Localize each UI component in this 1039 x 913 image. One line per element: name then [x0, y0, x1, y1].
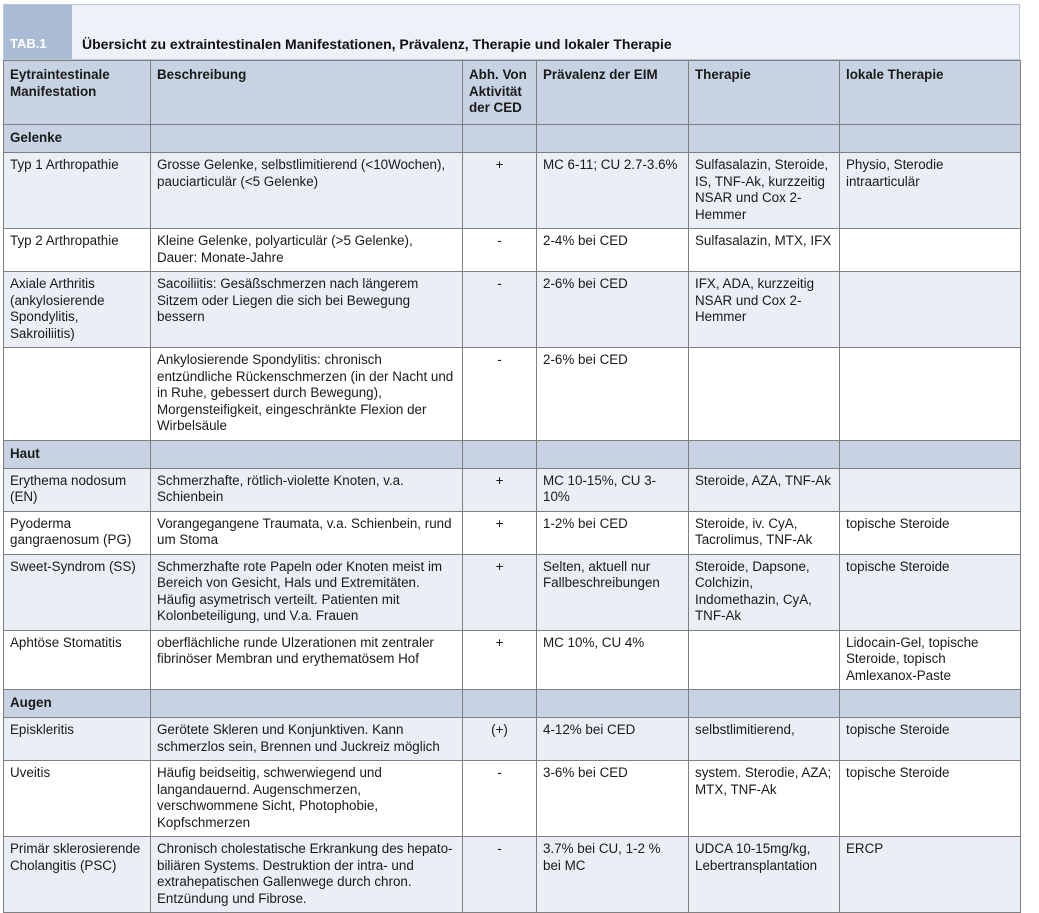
- table-cell: [689, 630, 840, 690]
- table-cell: Steroide, iv. CyA, Tacrolimus, TNF-Ak: [689, 511, 840, 554]
- table-cell: Sweet-Syndrom (SS): [4, 554, 151, 630]
- table-cell: ERCP: [840, 837, 1021, 913]
- table-row: [4, 837, 1021, 913]
- table-cell: selbstlimitierend,: [689, 718, 840, 761]
- section-empty-cell: [840, 690, 1021, 718]
- table-cell: Erythema nodosum (EN): [4, 468, 151, 511]
- table-cell: 4-12% bei CED: [537, 718, 689, 761]
- table-cell: Pyoderma gangraenosum (PG): [4, 511, 151, 554]
- table-cell: Aphtöse Stomatitis: [4, 630, 151, 690]
- table-row: [4, 630, 1021, 690]
- table-row: [4, 272, 1021, 348]
- section-empty-cell: [151, 690, 463, 718]
- section-empty-cell: [840, 125, 1021, 153]
- table-row: [4, 718, 1021, 761]
- table-cell: Episkleritis: [4, 718, 151, 761]
- header-cell: Therapie: [689, 61, 840, 125]
- table-cell: Ankylosierende Spondylitis: chronisch entzündliche Rückenschmerzen (in der Nacht und in Ruhe, gebessert durch Bewegung), Morgensteifigkeit, eingeschränkte Flexion der Wirbelsäule: [151, 348, 463, 441]
- table-cell: +: [463, 468, 537, 511]
- table-cell: 2-6% bei CED: [537, 272, 689, 348]
- header-cell: lokale Therapie: [840, 61, 1021, 125]
- table-container: [3, 4, 1020, 913]
- table-cell: topische Steroide: [840, 554, 1021, 630]
- table-cell: Typ 2 Arthropathie: [4, 229, 151, 272]
- table-cell: [840, 229, 1021, 272]
- table-cell: Häufig beidseitig, schwerwiegend und langandauernd. Augenschmerzen, verschwommene Sicht, Photophobie, Kopfschmerzen: [151, 761, 463, 837]
- tab-label: TAB.1: [4, 5, 72, 59]
- table-cell: MC 10%, CU 4%: [537, 630, 689, 690]
- section-empty-cell: [689, 690, 840, 718]
- eim-table: [3, 60, 1021, 913]
- table-row: [4, 348, 1021, 441]
- table-row: [4, 554, 1021, 630]
- table-cell: system. Sterodie, AZA; MTX, TNF-Ak: [689, 761, 840, 837]
- table-cell: topische Steroide: [840, 718, 1021, 761]
- table-row: [4, 229, 1021, 272]
- table-cell: 2-6% bei CED: [537, 348, 689, 441]
- header-cell: Eytraintestinale Manifestation: [4, 61, 151, 125]
- section-label: Augen: [4, 690, 151, 718]
- table-cell: [840, 348, 1021, 441]
- table-cell: Primär sklerosierende Cholangitis (PSC): [4, 837, 151, 913]
- table-cell: MC 6-11; CU 2.7-3.6%: [537, 153, 689, 229]
- table-cell: 3.7% bei CU, 1-2 % bei MC: [537, 837, 689, 913]
- section-empty-cell: [463, 440, 537, 468]
- header-cell: Beschreibung: [151, 61, 463, 125]
- table-cell: topische Steroide: [840, 511, 1021, 554]
- table-cell: (+): [463, 718, 537, 761]
- table-cell: Axiale Arthritis (ankylosierende Spondylitis, Sakroiliitis): [4, 272, 151, 348]
- table-cell: 2-4% bei CED: [537, 229, 689, 272]
- table-cell: -: [463, 272, 537, 348]
- table-cell: Steroide, AZA, TNF-Ak: [689, 468, 840, 511]
- section-empty-cell: [537, 125, 689, 153]
- section-empty-cell: [689, 440, 840, 468]
- section-empty-cell: [463, 690, 537, 718]
- table-cell: topische Steroide: [840, 761, 1021, 837]
- table-cell: Kleine Gelenke, polyarticulär (>5 Gelenke), Dauer: Monate-Jahre: [151, 229, 463, 272]
- table-cell: MC 10-15%, CU 3-10%: [537, 468, 689, 511]
- table-body: [4, 125, 1021, 913]
- section-row: [4, 125, 1021, 153]
- table-cell: IFX, ADA, kurzzeitig NSAR und Cox 2-Hemmer: [689, 272, 840, 348]
- table-cell: +: [463, 554, 537, 630]
- header-row: [4, 61, 1021, 125]
- section-label: Haut: [4, 440, 151, 468]
- table-cell: Gerötete Skleren und Konjunktiven. Kann schmerzlos sein, Brennen und Juckreiz möglich: [151, 718, 463, 761]
- table-cell: UDCA 10-15mg/kg, Lebertransplantation: [689, 837, 840, 913]
- table-cell: Schmerzhafte rote Papeln oder Knoten meist im Bereich von Gesicht, Hals und Extremitäten. Häufig asymetrisch verteilt. Patienten mit Kolonbeteiligung, und V.a. Frauen: [151, 554, 463, 630]
- table-cell: [840, 272, 1021, 348]
- section-empty-cell: [537, 690, 689, 718]
- table-cell: Lidocain-Gel, topische Steroide, topisch Amlexanox-Paste: [840, 630, 1021, 690]
- table-title: Übersicht zu extraintestinalen Manifestationen, Prävalenz, Therapie und lokaler Therapie: [82, 36, 672, 52]
- header-cell: Abh. Von Aktivität der CED: [463, 61, 537, 125]
- header-cell: Prävalenz der EIM: [537, 61, 689, 125]
- table-row: [4, 511, 1021, 554]
- table-cell: Physio, Sterodie intraarticulär: [840, 153, 1021, 229]
- table-cell: -: [463, 229, 537, 272]
- table-cell: Sulfasalazin, Steroide, IS, TNF-Ak, kurzzeitig NSAR und Cox 2-Hemmer: [689, 153, 840, 229]
- table-cell: [4, 348, 151, 441]
- table-cell: [689, 348, 840, 441]
- table-cell: Uveitis: [4, 761, 151, 837]
- section-empty-cell: [151, 125, 463, 153]
- table-cell: -: [463, 837, 537, 913]
- section-row: [4, 440, 1021, 468]
- table-cell: Steroide, Dapsone, Colchizin, Indomethazin, CyA, TNF-Ak: [689, 554, 840, 630]
- table-title-bar: [3, 4, 1020, 60]
- table-cell: Selten, aktuell nur Fallbeschreibungen: [537, 554, 689, 630]
- section-empty-cell: [463, 125, 537, 153]
- table-cell: [840, 468, 1021, 511]
- table-cell: -: [463, 761, 537, 837]
- table-cell: +: [463, 630, 537, 690]
- table-cell: +: [463, 153, 537, 229]
- table-cell: Sulfasalazin, MTX, IFX: [689, 229, 840, 272]
- table-row: [4, 153, 1021, 229]
- table-cell: Grosse Gelenke, selbstlimitierend (<10Wochen), pauciarticulär (<5 Gelenke): [151, 153, 463, 229]
- table-cell: +: [463, 511, 537, 554]
- section-empty-cell: [689, 125, 840, 153]
- section-empty-cell: [537, 440, 689, 468]
- section-label: Gelenke: [4, 125, 151, 153]
- table-cell: Schmerzhafte, rötlich-violette Knoten, v.a. Schienbein: [151, 468, 463, 511]
- section-empty-cell: [840, 440, 1021, 468]
- section-row: [4, 690, 1021, 718]
- section-empty-cell: [151, 440, 463, 468]
- table-cell: Typ 1 Arthropathie: [4, 153, 151, 229]
- table-cell: oberflächliche runde Ulzerationen mit zentraler fibrinöser Membran und erythematösem Hof: [151, 630, 463, 690]
- table-cell: Chronisch cholestatische Erkrankung des hepato-biliären Systems. Destruktion der intra- und extrahepatischen Gallenwege durch chron. Entzündung und Fibrose.: [151, 837, 463, 913]
- table-cell: Vorangegangene Traumata, v.a. Schienbein, rund um Stoma: [151, 511, 463, 554]
- table-row: [4, 468, 1021, 511]
- table-row: [4, 761, 1021, 837]
- table-cell: 3-6% bei CED: [537, 761, 689, 837]
- table-cell: Sacoiliitis: Gesäßschmerzen nach längerem Sitzem oder Liegen die sich bei Bewegung bessern: [151, 272, 463, 348]
- table-cell: -: [463, 348, 537, 441]
- table-cell: 1-2% bei CED: [537, 511, 689, 554]
